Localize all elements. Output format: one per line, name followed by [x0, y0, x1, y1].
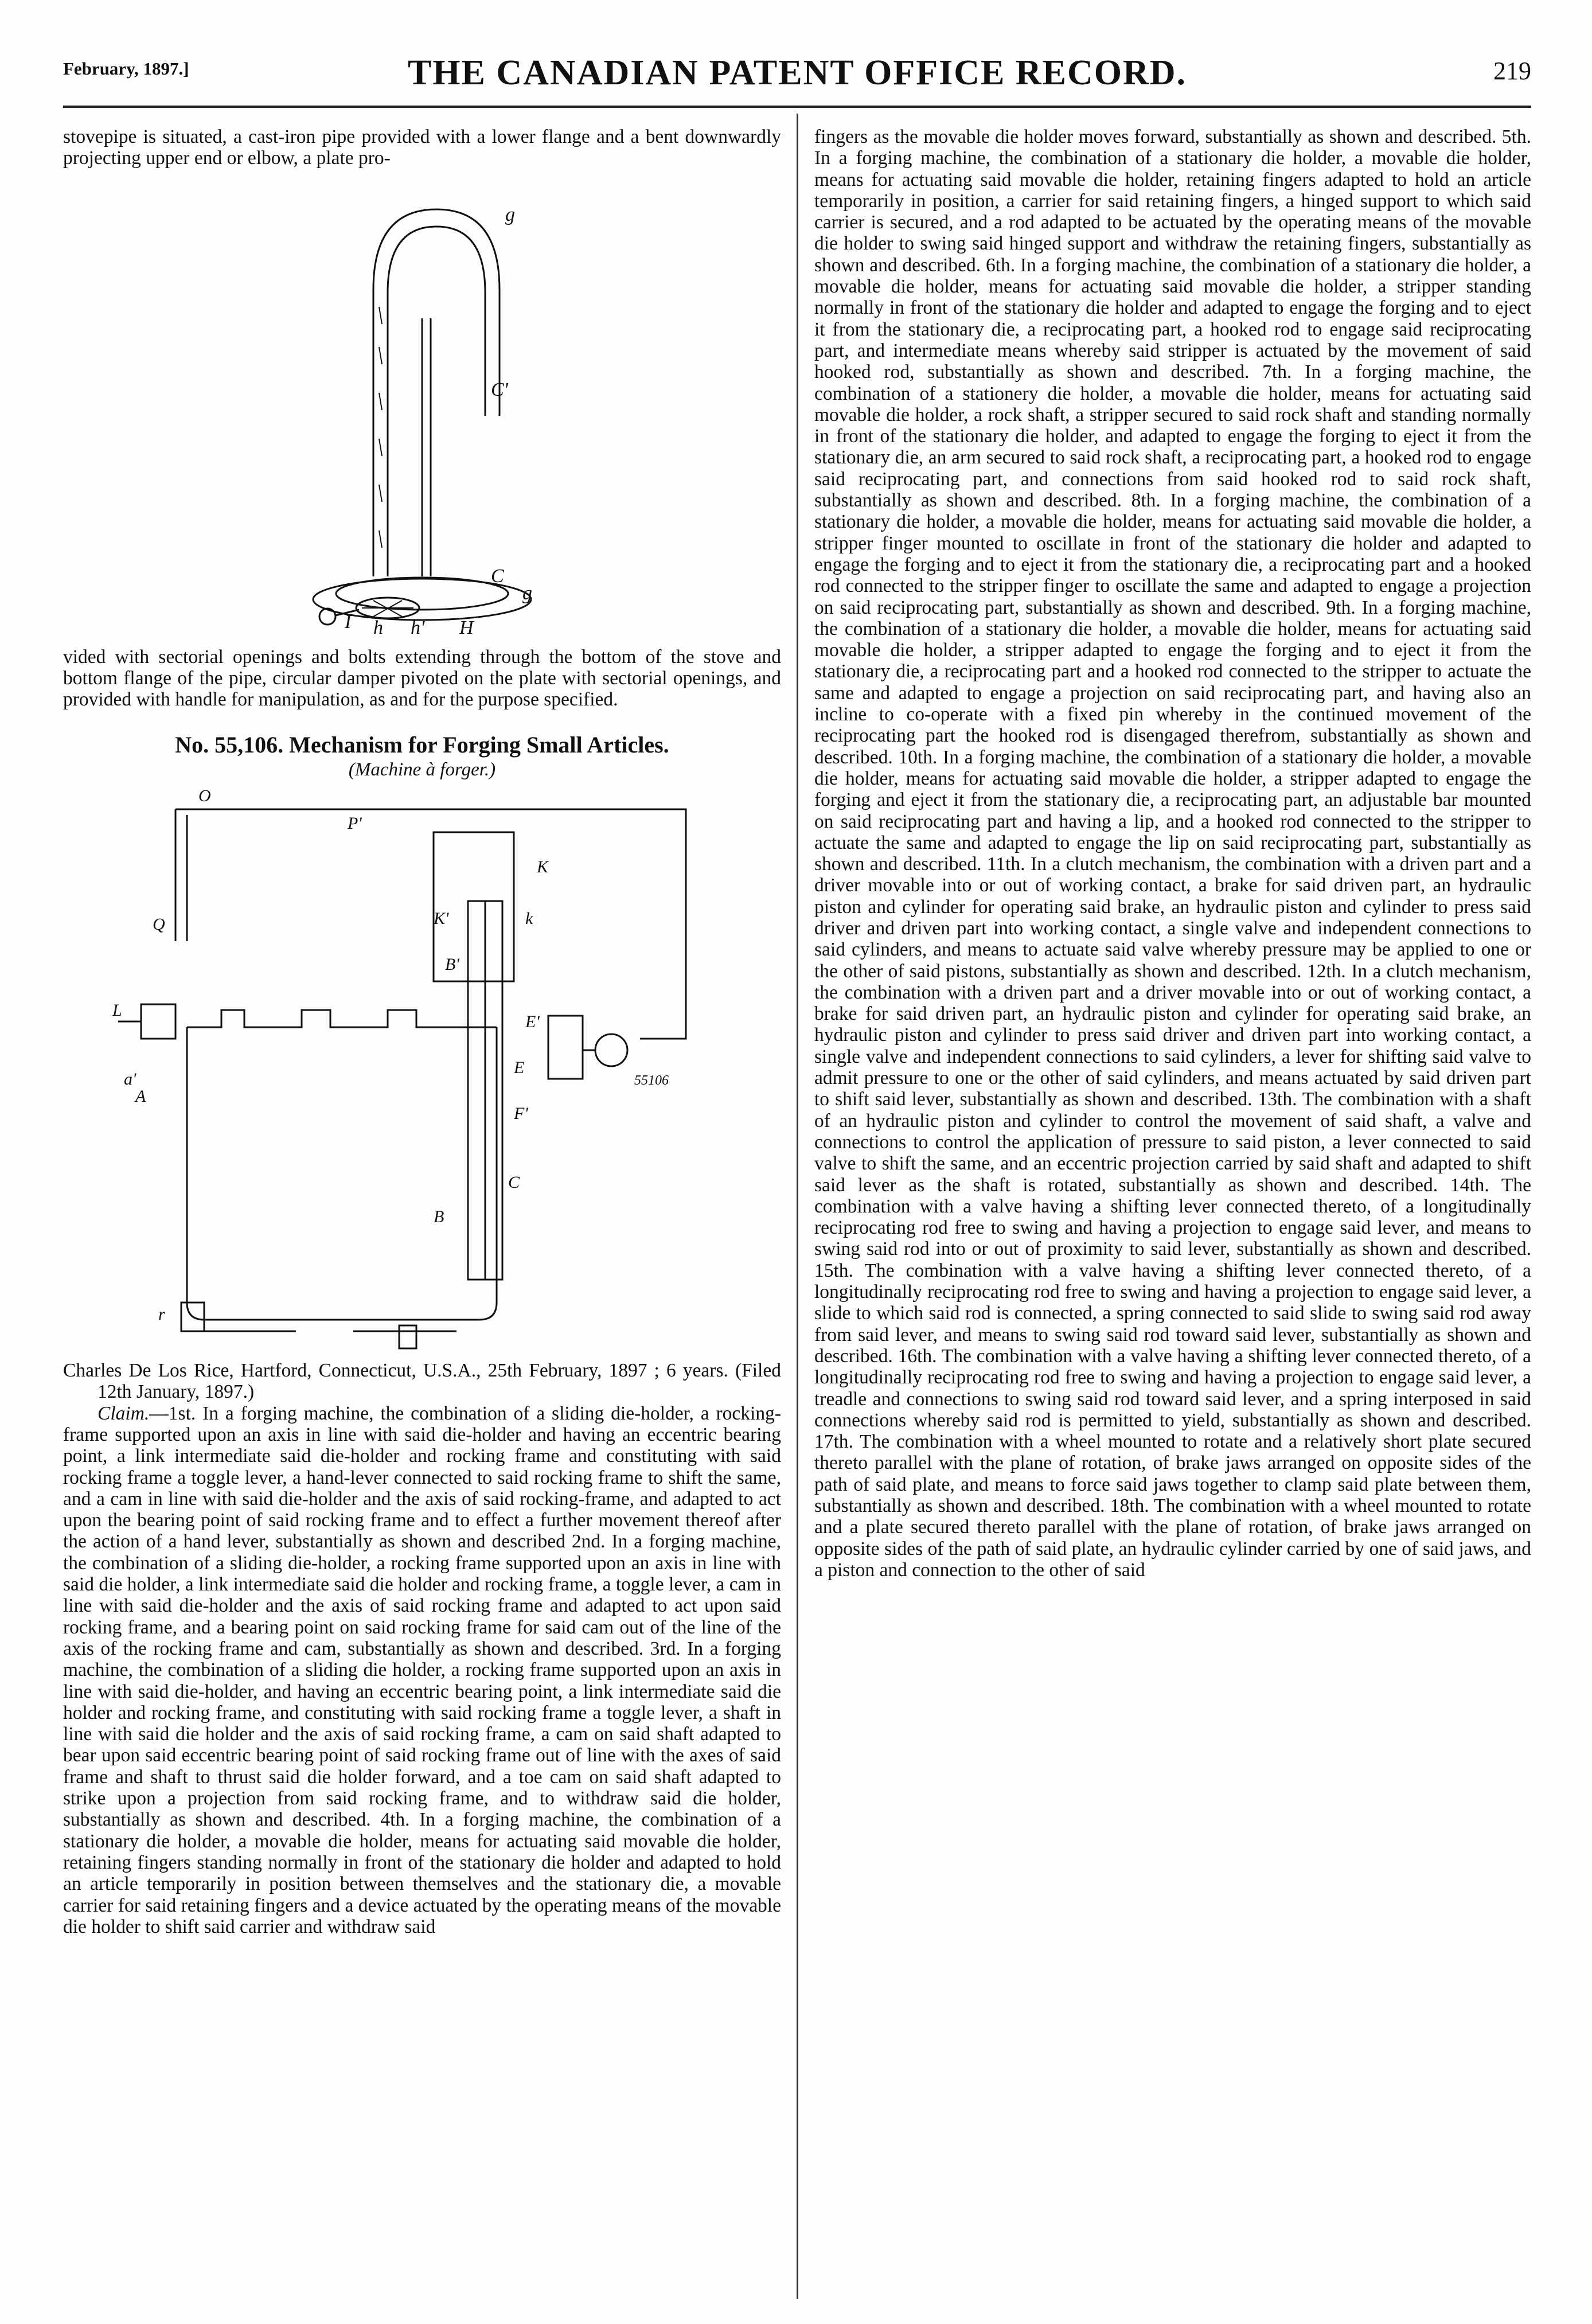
column-divider: [797, 114, 798, 2299]
patent-heading: No. 55,106. Mechanism for Forging Small Articles.: [175, 732, 669, 758]
figure2-label-b: B: [434, 1207, 444, 1227]
left-column: [63, 126, 781, 1937]
figure2-label-e: E: [514, 1058, 525, 1078]
figure2-label-b2: B': [445, 955, 459, 974]
figure1-label-c: C: [491, 565, 504, 587]
forging-machine-figure: [112, 786, 732, 1354]
figure1-label-g: g: [505, 204, 515, 225]
right-column-text: fingers as the movable die holder moves forward, substantially as shown and described. 5th. In a forging machine, the combination of a stationary die holder, a movable die holder, means for actuating said movable die holder, retaining fingers adapted to hold an article temporarily in position, a carrier for said retaining fingers, a hinged support to which said carrier is secured, and a rod adapted to be actuated by the operating means of the movable die holder to swing said hinged support and withdraw the retaining fingers, substantially as shown and described. 6th. In a forging machine, the combination of a stationary die holder, a movable die holder, means for actuating said movable die holder, a stripper standing normally in front of the stationary die holder and adapted to engage the forging and to eject it from the stationary die, a reciprocating part, a hooked rod to engage said reciprocating part, and intermediate means whereby said stripper is actuated by the movement of said hooked rod, substantially as shown and described. 7th. In a forging machine, the combination of a stationery die holder, a movable die holder, means for actuating said movable die holder, a rock shaft, a stripper secured to said rock shaft and standing normally in front of the stationary die holder, and adapted to engage the forging to eject it from the stationary die, an arm secured to said rock shaft, a reciprocating part, a hooked rod to engage said reciprocating part, and connections from said hooked rod to said rock shaft, substantially as shown and described. 8th. In a forging machine, the combination of a stationary die holder, a movable die holder, means for actuating said movable die holder, a stripper finger mounted to oscillate in front of the stationary die holder and adapted to engage the forging and to eject it from the stationary die, a reciprocating part and a hooked rod connected to the stripper finger to oscillate the same and adapted to engage a projection on said reciprocating part, substantially as shown and described. 9th. In a forging machine, the combination of a stationary die holder, a movable die holder, means for actuating said movable die holder, a stripper adapted to engage the forging and to eject it from the stationary die, a reciprocating part and a hooked rod connected to the stripper to actuate the same and adapted to engage a projection on said reciprocating part, and having also an incline to co-operate with a fixed pin whereby in the continued movement of the reciprocating part the hooked rod is disengaged therefrom, substantially as shown and described. 10th. In a forging machine, the combination of a stationary die holder, a movable die holder, means for actuating said movable die holder, a stripper adapted to engage the forging and eject it from the stationary die, a reciprocating part, an adjustable bar mounted on said reciprocating part and having a lip, and a hooked rod connected to the stripper to actuate the same and adapted to engage the lip on said reciprocating part, substantially as shown and described. 11th. In a clutch mechanism, the combination with a driven part and a driver movable into or out of working contact, a brake for said driven part, an hydraulic piston and cylinder for operating said brake, an hydraulic piston and cylinder to press said driver and driven part into working contact, a single valve and independent connections to said cylinders, and means to actuate said valve whereby pressure may be applied to one or the other of said pistons, substantially as shown and described. 12th. In a clutch mechanism, the combination with a driven part and a driver movable into or out of working contact, a brake for said driven part, an hydraulic piston and cylinder for operating said brake, an hydraulic piston and cylinder to press said driver and driven part into working contact, a single valve and independent connections to said cylinders, a lever for shifting said valve to admit pressure to one or the other of said cylinders, and means actuated by said driven part to shift said lever, substantially as shown and described. 13th. The combination with a shaft of an hydraulic piston and cylinder to control the movement of said shaft, a valve and connections to control the application of pressure to said piston, a lever connected to said valve to shift the same, and an eccentric projection carried by said shaft and adapted to shift said lever as the shaft is rotated, substantially as shown and described. 14th. The combination with a valve having a shifting lever connected thereto, of a longitudinally reciprocating rod free to swing and having a projection to engage said lever, and means to swing said rod into or out of proximity to said lever, substantially as shown and described. 15th. The combination with a valve having a shifting lever connected thereto, of a longitudinally reciprocating rod free to swing and having a projection to engage said lever, a slide to which said rod is connected, a spring connected to said slide to swing said rod away from said lever, and means to swing said rod toward said lever, substantially as shown and described. 16th. The combination with a valve having a shifting lever connected thereto, of a longitudinally reciprocating rod free to swing and having a projection to engage said lever, a treadle and connections to swing said rod toward said lever, and a spring interposed in said connections whereby said rod is permitted to yield, substantially as shown and described. 17th. The combination with a wheel mounted to rotate and a relatively short plate secured thereto parallel with the plane of rotation, of brake jaws arranged on opposite sides of the path of said plate, and means to force said jaws together to clamp said plate between them, substantially as shown and described. 18th. The combination with a wheel mounted to rotate and a plate secured thereto parallel with the plane of rotation, of brake jaws arranged on opposite sides of the path of said plate, an hydraulic cylinder carried by one of said jaws, and a piston and connection to the other of said: [814, 126, 1531, 1581]
claim-label: Claim.: [97, 1402, 150, 1424]
figure2-label-r: r: [158, 1305, 165, 1324]
figure2-label-k3: k: [525, 909, 533, 929]
figure2-label-q: Q: [153, 915, 165, 934]
figure2-label-f: F': [514, 1104, 528, 1124]
figure2-label-o: O: [198, 786, 211, 806]
figure2-label-a: A: [135, 1087, 146, 1106]
right-column: [814, 126, 1531, 2300]
figure1-label-l: I: [345, 611, 352, 633]
issue-date: February, 1897.]: [63, 59, 189, 79]
intro-paragraph: stovepipe is situated, a cast-iron pipe provided with a lower flange and a bent downwardly projecting upper end or elbow, a plate pro-: [63, 126, 781, 169]
figure1-label-g2: g: [522, 582, 532, 604]
figure2-label-c: C: [508, 1173, 520, 1192]
stovepipe-figure: [287, 175, 557, 641]
figure2-label-k1: K': [434, 909, 449, 929]
figure2-label-a2: a': [124, 1070, 136, 1089]
publication-title: THE CANADIAN PATENT OFFICE RECORD.: [407, 53, 1187, 92]
claims-paragraph: [63, 1403, 781, 1937]
figure1-label-h: h: [373, 617, 383, 638]
page-number: 219: [1493, 57, 1531, 85]
inventor-line: Charles De Los Rice, Hartford, Connecticut, U.S.A., 25th February, 1897 ; 6 years. (Filed 12th January, 1897.): [63, 1360, 781, 1403]
figure2-label-e1: E': [525, 1012, 540, 1032]
figure2-label-p: P': [348, 814, 362, 833]
figure2-label-k2: K: [537, 857, 549, 877]
figure1-label-h2: h': [411, 617, 425, 638]
figure2-label-l: L: [112, 1001, 122, 1020]
figure2-label-ref: 55106: [634, 1073, 669, 1089]
patent-subtitle: (Machine à forger.): [348, 759, 496, 780]
header-rule: [63, 106, 1531, 108]
figure1-label-c1: C': [491, 379, 508, 400]
page-header: [63, 53, 1531, 99]
claim-continuation: vided with sectorial openings and bolts extending through the bottom of the stove and bottom flange of the pipe, circular damper pivoted on the plate with sectorial openings, and provided with handle for manipulation, as and for the purpose specified.: [63, 646, 781, 711]
figure1-label-H: H: [459, 617, 474, 638]
claim-text: —1st. In a forging machine, the combination of a sliding die-holder, a rocking-frame supported upon an axis in line with said die-holder and having an eccentric bearing point, a link intermediate said die-holder and rocking frame and constituting with said rocking frame a toggle lever, a hand-lever connected to said rocking frame to shift the same, and a cam in line with said die-holder and the axis of said rocking-frame, and adapted to act upon the bearing point of said rocking frame and to effect a further movement thereof after the action of a hand lever, substantially as shown and described 2nd. In a forging machine, the combination of a sliding die-holder, a rocking frame supported upon an axis in line with said die holder, a link intermediate said die holder and rocking frame, a toggle lever, a cam in line with said die-holder and the axis of said rocking frame and adapted to act upon said rocking frame, and a bearing point on said rocking frame for said cam out of the line of the axis of the rocking frame and cam, substantially as shown and described. 3rd. In a forging machine, the combination of a sliding die holder, a rocking frame supported upon an axis in line with said die-holder, and having an eccentric bearing point, a link intermediate said die holder and rocking frame, and constituting with said rocking frame a toggle lever, a shaft in line with said die holder and the axis of said rocking frame, a cam on said shaft adapted to bear upon said eccentric bearing point of said rocking frame out of line with the axes of said frame and shaft to thrust said die holder forward, and a toe cam on said shaft adapted to strike upon a projection from said rocking frame, and to withdraw said die holder, substantially as shown and described. 4th. In a forging machine, the combination of a stationary die holder, a movable die holder, means for actuating said movable die holder, retaining fingers standing normally in front of the stationary die holder and adapted to hold an article temporarily in position between themselves and the stationary die, a movable carrier for said retaining fingers and a device actuated by the operating means of the movable die holder to shift said carrier and withdraw said: [63, 1402, 781, 1937]
